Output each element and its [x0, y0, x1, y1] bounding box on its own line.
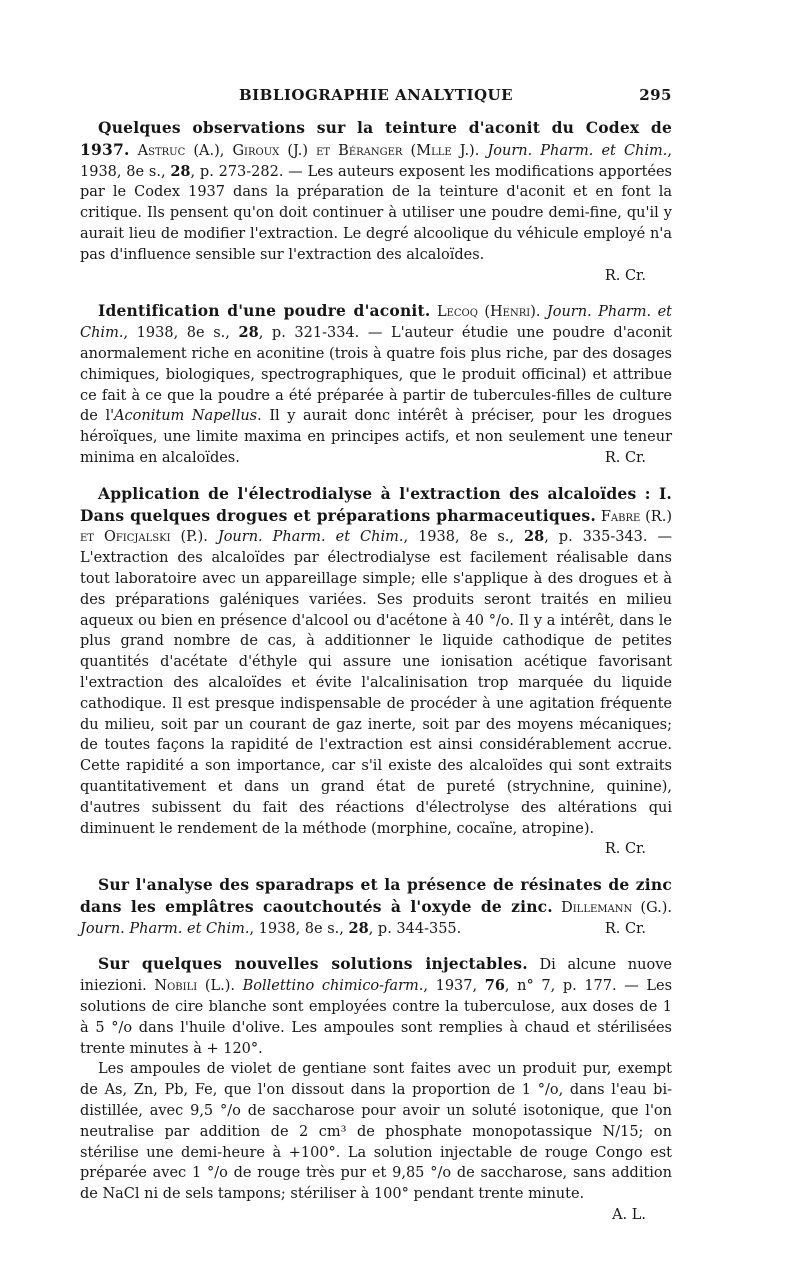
bibliography-entry — [80, 954, 672, 1225]
entry-citation: , 1937, — [423, 978, 485, 995]
entry-paragraph — [80, 118, 672, 266]
entry-paragraph — [80, 301, 672, 468]
entry-abstract: — Les auteurs exposent les modifications apportées par le Codex 1937 dans la préparation de la teinture d'aconit et en font la critique. Ils pensent qu'on doit continuer à utiliser une poudre demi-fine, qu'il y aurait lieu de modifier l'extraction. Le degré alcoolique du véhicule employé n'a pas d'influence sensible sur l'extraction des alcaloïdes. — [80, 163, 672, 263]
entry-authors: Dillemann (G.). — [561, 899, 673, 916]
entry-abstract-continued: . Il y aurait donc intérêt à préciser, pour les drogues héroïques, une limite maxima en principes actifs, et non seulement une teneur minima en alcaloïdes. — [80, 408, 672, 466]
entry-authors: Astruc (A.), Giroux (J.) et Béranger (Mlle J.). — [137, 142, 480, 159]
entry-spacer — [80, 469, 672, 484]
page-number: 295 — [639, 86, 672, 104]
entry-paragraph — [80, 875, 672, 939]
entry-volume: 76 — [484, 977, 505, 995]
entry-paragraph — [80, 483, 673, 858]
entry-signature: R. Cr. — [604, 841, 646, 858]
entry-title: Application de l'électrodialyse à l'extraction des alcaloïdes : I. Dans quelques drogues et préparations pharmaceutiques. — [80, 483, 672, 525]
entry-abstract: — Les solutions de cire blanche sont employées contre la tuberculose, aux doses de 1 à 5 °/o dans l'huile d'olive. Les ampoules sont remplies à chaud et stérilisées trente minutes à + 120°. — [80, 978, 673, 1057]
entry-title: Identification d'une poudre d'aconit. — [98, 301, 431, 321]
entry-authors: Fabre (R.) et Oficjalski (P.). — [80, 508, 672, 546]
entry-signature: R. Cr. — [604, 920, 646, 937]
entry-journal: Bollettino chimico-farm. — [242, 978, 424, 995]
entry-title: Quelques observations sur la teinture d'aconit du Codex de 1937. — [80, 118, 672, 159]
entry-spacer — [80, 286, 672, 301]
entry-signature: R. Cr. — [604, 267, 646, 284]
entry-spacer — [80, 939, 672, 954]
running-title: BIBLIOGRAPHIE ANALYTIQUE — [238, 86, 514, 104]
entry-citation-pages: , p. 273-282. — [190, 163, 284, 180]
entry-citation: , 1938, 8e s., — [403, 529, 524, 546]
entry-citation-pages: , n° 7, p. 177. — [504, 978, 617, 995]
entry-authors: Lecoq (Henri). — [436, 304, 541, 321]
entry-citation: , 1938, 8e s., — [123, 325, 239, 342]
entry-citation: , 1938, 8e s., — [249, 920, 349, 937]
entry-journal: Journ. Pharm. et Chim. — [217, 529, 404, 546]
bibliography-entry — [80, 118, 672, 286]
bibliography-entry — [80, 484, 672, 860]
entry-citation-pages: , p. 344-355. — [368, 920, 462, 937]
entry-subtitle: Di alcune nuove iniezioni. — [80, 957, 672, 995]
entry-signature: A. L. — [612, 1207, 646, 1224]
entry-authors: Nobili (L.). — [154, 978, 235, 995]
entry-volume: 28 — [238, 324, 259, 342]
entry-journal: Journ. Pharm. et Chim. — [80, 304, 673, 342]
entry-journal: Journ. Pharm. et Chim. — [487, 142, 668, 159]
page-header — [80, 86, 672, 108]
entry-signature: R. Cr. — [604, 449, 646, 466]
entry-citation: , 1938, 8e s., — [80, 142, 672, 180]
entry-abstract: — L'extraction des alcaloïdes par électrodialyse est facilement réalisable dans tout laboratoire avec un appareillage simple; elle s'applique à des drogues et à des préparations galéniques variées. Ses produits seront traités en milieu aqueux ou bien en présence d'alcool ou d'acétone à 40 °/o. Il y a intérêt, dans le plus grand nombre de cas, à additionner le liquide cathodique de petites quantités d'acétate d'éthyle qui assure une ionisation acétique favorisant l'extraction des alcaloïdes et évite l'alcalinisation trop marquée du liquide cathodique. Il est presque indispensable de procéder à une agitation fréquente du milieu, soit par un courant de gaz inerte, soit par des moyens mécaniques; de toutes façons la rapidité de l'extraction est ainsi considérablement accrue. Cette rapidité a son importance, car s'il existe des alcaloïdes qui sont extraits quantitativement et dans un grand état de pureté (strychnine, quinine), d'autres subissent du fait des réactions d'électrolyse des altérations qui diminuent le rendement de la méthode (morphine, cocaïne, atropine). — [80, 529, 673, 837]
bibliography-entry — [80, 875, 672, 939]
entry-abstract-continued: Les ampoules de violet de gentiane sont faites avec un produit pur, exempt de As, Zn, Pb, Fe, que l'on dissout dans la proportion de 1 °/o, dans l'eau bi-distillée, avec 9,5 °/o de saccharose pour avoir un soluté isotonique, que l'on neutralise par addition de 2 cm³ de phosphate monopotassique N/15; on stérilise une demi-heure à +100°. La solution injectable de rouge Congo est préparée avec 1 °/o de rouge très pur et 9,85 °/o de saccharose, sans addition de NaCl ni de sels tampons; stériliser à 100° pendant trente minute. — [80, 1061, 672, 1203]
entry-title: Sur l'analyse des sparadraps et la présence de résinates de zinc dans les emplâtres caoutchoutés à l'oxyde de zinc. — [80, 875, 672, 916]
entry-italic-term: Aconitum Napellus — [114, 408, 258, 425]
entry-volume: 28 — [170, 162, 191, 180]
bibliography-entry — [80, 301, 672, 468]
entry-paragraph — [80, 1059, 672, 1205]
entry-volume: 28 — [348, 919, 369, 937]
entry-title: Sur quelques nouvelles solutions injectables. — [98, 954, 528, 974]
entry-citation-pages: , p. 335-343. — [544, 529, 648, 546]
entry-citation-pages: , p. 321-334. — [258, 325, 360, 342]
entry-abstract: — L'auteur étudie une poudre d'aconit anormalement riche en aconitine (trois à quatre fois plus riche, par des dosages chimiques, biologiques, spectrographiques, que le produit officinal) et attribue ce fait à ce que la poudre a été préparée à partir de tubercules-filles de culture de l' — [80, 325, 672, 425]
entry-paragraph — [80, 954, 672, 1059]
entry-volume: 28 — [524, 528, 545, 546]
entry-journal: Journ. Pharm. et Chim. — [80, 920, 250, 937]
entry-spacer — [80, 860, 672, 875]
bibliography-body — [80, 118, 672, 1226]
